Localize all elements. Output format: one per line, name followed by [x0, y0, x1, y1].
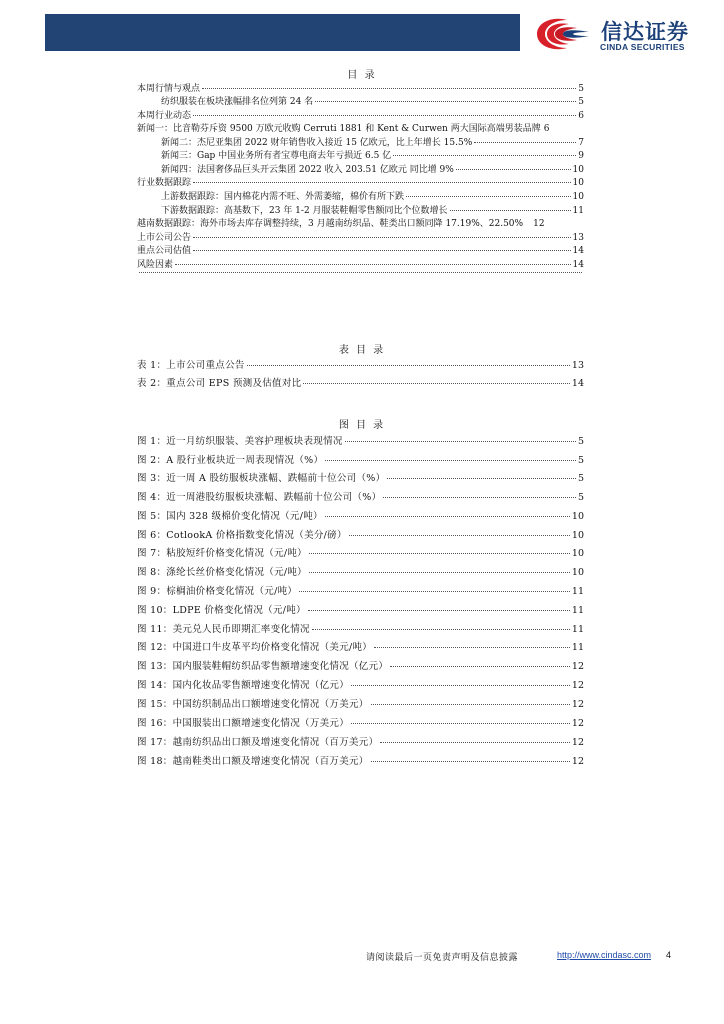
figure-list-page: 5 — [577, 473, 584, 484]
leader-dots — [345, 440, 576, 442]
header-bar — [45, 14, 520, 51]
toc-entry[interactable] — [161, 138, 584, 148]
figure-list-page: 11 — [571, 586, 584, 597]
toc-entry-label: 上游数据跟踪：国内棉花内需不旺、外需萎缩，棉价有所下跌 — [161, 192, 405, 202]
figure-list-entry[interactable] — [137, 700, 584, 710]
cinda-logo — [533, 14, 713, 54]
figure-list-label: 图 10：LDPE 价格变化情况（元/吨） — [137, 605, 306, 616]
logo-english-name: CINDA SECURITIES — [600, 42, 685, 52]
figure-list-page: 12 — [571, 756, 584, 767]
figure-list-entry[interactable] — [137, 681, 584, 691]
toc-entry-label: 新闻四：法国奢侈品巨头开云集团 2022 收入 203.51 亿欧元 同比增 9% — [161, 165, 454, 175]
toc-entry-page: 10 — [572, 192, 584, 202]
figure-list-page: 11 — [571, 624, 584, 635]
toc-entry-page: 6 — [543, 124, 550, 134]
table-list-page: 14 — [571, 378, 584, 389]
footer-website-link[interactable]: http://www.cindasc.com — [557, 950, 652, 960]
leader-dots — [390, 665, 570, 667]
toc-entry-label: 新闻一：比音勒芬斥资 9500 万欧元收购 Cerruti 1881 和 Kent & Curwen 两大国际高端男装品牌 — [137, 124, 541, 134]
cinda-emblem-icon — [533, 14, 597, 54]
toc-entry[interactable] — [137, 246, 584, 256]
leader-dots — [309, 552, 570, 554]
toc-entry[interactable] — [137, 219, 608, 229]
leader-dots — [193, 181, 571, 183]
figure-list-entry[interactable] — [137, 568, 584, 578]
toc-entry-label: 重点公司估值 — [137, 246, 192, 256]
toc-entry[interactable] — [137, 124, 608, 134]
figure-list-page: 5 — [577, 436, 584, 447]
figure-list-entry[interactable] — [137, 719, 584, 729]
toc-entry-page: 12 — [533, 219, 545, 229]
toc-entry-page: 11 — [572, 206, 584, 216]
toc-entry-page: 14 — [572, 260, 584, 270]
figure-list-label: 图 18：越南鞋类出口额及增速变化情况（百万美元） — [137, 756, 369, 767]
figure-list-page: 11 — [571, 605, 584, 616]
figure-list-page: 12 — [571, 699, 584, 710]
leader-dots — [450, 209, 571, 211]
toc-entry[interactable] — [137, 273, 584, 283]
figure-list-entry[interactable] — [137, 625, 584, 635]
figure-list-entry[interactable] — [137, 474, 584, 484]
leader-dots — [312, 628, 570, 630]
toc-entry-page: 5 — [578, 97, 584, 107]
figures-title: 图 目 录 — [338, 420, 386, 431]
toc-entry-page: 13 — [572, 233, 584, 243]
figure-list-page: 10 — [571, 530, 584, 541]
leader-dots — [349, 534, 570, 536]
logo-chinese-name: 信达证券 — [601, 20, 689, 44]
tables-title: 表 目 录 — [338, 345, 386, 356]
toc-entry[interactable] — [161, 151, 584, 161]
figure-list-label: 图 14：国内化妆品零售额增速变化情况（亿元） — [137, 680, 350, 691]
toc-entry-label: 本周行情与观点 — [137, 84, 201, 94]
toc-entry[interactable] — [137, 111, 584, 121]
figure-list-label: 图 13：国内服装鞋帽纺织品零售额增速变化情况（亿元） — [137, 661, 389, 672]
toc-entry-label: 上市公司公告 — [137, 233, 192, 243]
toc-entry-page: 10 — [572, 178, 584, 188]
figure-list-page: 5 — [577, 455, 584, 466]
toc-entry-label: 越南数据跟踪：海外市场去库存调整持续，3 月越南纺织品、鞋类出口额同降 17.19%、22.50% — [137, 219, 524, 229]
figure-list-entry[interactable] — [137, 606, 584, 616]
figure-list-label: 图 1：近一月纺织服装、美容护理板块表现情况 — [137, 436, 343, 447]
leader-dots — [315, 100, 576, 102]
leader-dots — [247, 364, 570, 366]
page-number: 4 — [666, 950, 672, 960]
figure-list-page: 10 — [571, 511, 584, 522]
toc-entry-label: 新闻二：杰尼亚集团 2022 财年销售收入接近 15 亿欧元，比上年增长 15.5% — [161, 138, 473, 148]
figure-list-label: 图 6：CotlookA 价格指数变化情况（美分/磅） — [137, 530, 347, 541]
table-list-entry[interactable] — [137, 361, 584, 371]
figure-list-page: 12 — [571, 737, 584, 748]
leader-dots — [371, 703, 570, 705]
toc-entry[interactable] — [137, 260, 584, 270]
leader-dots — [325, 459, 576, 461]
table-list-entry[interactable] — [137, 379, 584, 389]
toc-entry-label: 纺织服装在板块涨幅排名位列第 24 名 — [161, 97, 314, 107]
leader-dots — [374, 646, 570, 648]
figure-list-entry[interactable] — [137, 493, 584, 503]
leader-dots — [299, 590, 570, 592]
figure-list-label: 图 12：中国进口牛皮革平均价格变化情况（美元/吨） — [137, 642, 373, 653]
toc-entry-label: 行业数据跟踪 — [137, 178, 192, 188]
toc-entry[interactable] — [161, 165, 584, 175]
toc-entry[interactable] — [161, 192, 584, 202]
figure-list-entry[interactable] — [137, 643, 584, 653]
leader-dots — [474, 141, 576, 143]
leader-dots — [406, 195, 571, 197]
figure-list-entry[interactable] — [137, 587, 584, 597]
figure-list-entry[interactable] — [137, 437, 584, 447]
toc-entry[interactable] — [137, 178, 584, 188]
figure-list-label: 图 15：中国纺织制品出口额增速变化情况（万美元） — [137, 699, 369, 710]
figure-list-label: 图 17：越南纺织品出口额及增速变化情况（百万美元） — [137, 737, 379, 748]
leader-dots — [303, 382, 569, 384]
figure-list-label: 图 16：中国服装出口额增速变化情况（万美元） — [137, 718, 350, 729]
figure-list-page: 5 — [577, 492, 584, 503]
leader-dots — [193, 114, 576, 116]
figure-list-label: 图 3：近一周 A 股纺服板块涨幅、跌幅前十位公司（%） — [137, 473, 386, 484]
toc-title: 目 录 — [347, 70, 377, 81]
figure-list-entry[interactable] — [137, 549, 584, 559]
figure-list-label: 图 7：粘胶短纤价格变化情况（元/吨） — [137, 548, 307, 559]
toc-entry[interactable] — [161, 206, 584, 216]
leader-dots — [202, 87, 576, 89]
figure-list-page: 12 — [571, 718, 584, 729]
leader-dots — [308, 609, 570, 611]
leader-dots — [387, 477, 576, 479]
leader-dots — [393, 154, 576, 156]
figure-list-page: 12 — [571, 661, 584, 672]
toc-entry-page: 7 — [578, 138, 584, 148]
table-list-label: 表 2：重点公司 EPS 预测及估值对比 — [137, 378, 302, 389]
toc-entry-page: 14 — [572, 246, 584, 256]
table-list-page: 13 — [571, 360, 584, 371]
figure-list-entry[interactable] — [137, 757, 584, 767]
figure-list-label: 图 4：近一周港股纺服板块涨幅、跌幅前十位公司（%） — [137, 492, 382, 503]
toc-entry-label: 新闻三：Gap 中国业务所有者宝尊电商去年亏损近 6.5 亿 — [161, 151, 392, 161]
toc-entry-page: 6 — [578, 111, 584, 121]
figure-list-page: 10 — [571, 548, 584, 559]
leader-dots — [309, 571, 570, 573]
figure-list-label: 图 2：A 股行业板块近一周表现情况（%） — [137, 455, 324, 466]
figure-list-label: 图 9：棕榈油价格变化情况（元/吨） — [137, 586, 298, 597]
leader-dots — [193, 236, 571, 238]
toc-entry-page: 10 — [572, 165, 584, 175]
leader-dots — [456, 168, 571, 170]
leader-dots — [380, 741, 569, 743]
figure-list-entry[interactable] — [137, 512, 584, 522]
leader-dots — [371, 760, 570, 762]
figure-list-page: 10 — [571, 567, 584, 578]
toc-entry[interactable] — [137, 84, 584, 94]
toc-entry-page: 9 — [578, 151, 584, 161]
figure-list-entry[interactable] — [137, 662, 584, 672]
toc-entry[interactable] — [161, 97, 584, 107]
leader-dots — [351, 722, 570, 724]
table-list-label: 表 1：上市公司重点公告 — [137, 360, 245, 371]
figure-list-page: 12 — [571, 680, 584, 691]
toc-entry-label: 下游数据跟踪：高基数下，23 年 1-2 月服装鞋帽零售额同比个位数增长 — [161, 206, 448, 216]
figure-list-entry[interactable] — [137, 456, 584, 466]
figure-list-page: 11 — [571, 642, 584, 653]
figure-list-entry[interactable] — [137, 738, 584, 748]
leader-dots — [193, 249, 571, 251]
toc-entry-page: 5 — [578, 84, 584, 94]
leader-dots — [139, 271, 582, 273]
leader-dots — [325, 515, 570, 517]
figure-list-label: 图 5：国内 328 级棉价变化情况（元/吨） — [137, 511, 323, 522]
toc-entry[interactable] — [137, 233, 584, 243]
leader-dots — [175, 263, 571, 265]
figure-list-entry[interactable] — [137, 531, 584, 541]
toc-entry-label: 风险因素 — [137, 260, 174, 270]
leader-dots — [383, 496, 576, 498]
footer-disclaimer: 请阅读最后一页免责声明及信息披露 — [366, 953, 519, 963]
leader-dots — [351, 684, 570, 686]
toc-entry-label: 本周行业动态 — [137, 111, 192, 121]
figure-list-label: 图 8：涤纶长丝价格变化情况（元/吨） — [137, 567, 307, 578]
figure-list-label: 图 11：美元兑人民币即期汇率变化情况 — [137, 624, 310, 635]
